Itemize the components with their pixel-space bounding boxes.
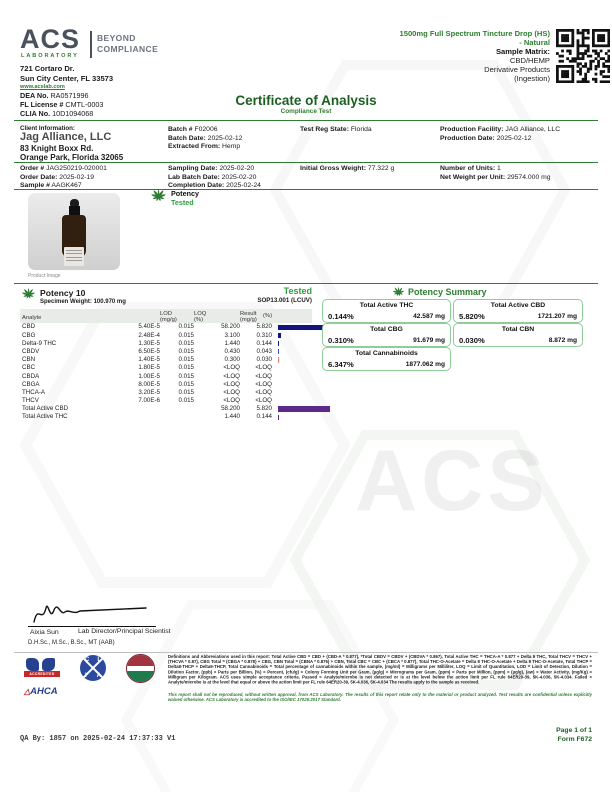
- lab-batch-date-label: Lab Batch Date:: [168, 173, 220, 181]
- potency-row: [20, 405, 312, 413]
- summary-box-mg: 1721.207 mg: [537, 312, 577, 320]
- net-weight-value: 29574.000 mg: [507, 173, 551, 181]
- qr-code: [556, 29, 610, 83]
- production-facility-label: Production Facility:: [440, 126, 504, 133]
- summary-box-cbg: [322, 323, 451, 347]
- batch-number-row: [168, 126, 218, 135]
- ahca-logo: [24, 686, 58, 697]
- signer-name: Aixia Sun: [30, 629, 59, 636]
- potency-cell-loq: 0.015: [178, 397, 194, 405]
- potency-bar-fill: [278, 406, 330, 411]
- potency-row: [20, 323, 312, 331]
- potency-row: [20, 364, 312, 372]
- potency-cell-analyte: CBG: [22, 331, 36, 339]
- completion-date-label: Completion Date:: [168, 182, 225, 190]
- potency-row: [20, 331, 312, 339]
- sample-matrix-line1: CBD/HEMP: [509, 56, 550, 65]
- potency-cell-result: 3.100: [224, 331, 240, 339]
- potency-cell-result: 0.300: [224, 356, 240, 364]
- potency-cell-result: 58.200: [221, 323, 240, 331]
- potency-row: [20, 389, 312, 397]
- production-date-value: 2025-02-12: [496, 134, 532, 142]
- potency-row: [20, 413, 312, 421]
- summary-box-mg: 1877.062 mg: [405, 360, 445, 368]
- potency-bar-fill: [278, 415, 279, 420]
- test-reg-state-value: Florida: [350, 126, 372, 133]
- potency-leaf-icon: [21, 287, 36, 302]
- accredited-ribbon: ACCREDITED: [24, 671, 60, 677]
- clia-letter: I: [85, 673, 87, 679]
- potency-cell-pct: <LOQ: [255, 397, 272, 405]
- potency-cell-pct: <LOQ: [255, 380, 272, 388]
- initial-gross-weight-label: Initial Gross Weight:: [300, 165, 366, 172]
- number-of-units-value: 1: [497, 165, 501, 172]
- potency-bar: [278, 405, 330, 413]
- sampling-date-label: Sampling Date:: [168, 165, 218, 172]
- potency-bar-fill: [278, 333, 281, 338]
- potency-cell-pct: 0.144: [256, 339, 272, 347]
- product-image: [28, 193, 120, 270]
- potency-cell-pct: 5.820: [256, 323, 272, 331]
- divider-potency: [14, 283, 598, 284]
- lab-batch-date-row: [168, 174, 256, 183]
- potency-cell-pct: <LOQ: [255, 388, 272, 396]
- potency-row: [20, 372, 312, 380]
- sampling-date-value: 2025-02-20: [219, 165, 255, 172]
- signature-line: [28, 626, 156, 627]
- potency-cell-analyte: CBDA: [22, 372, 40, 380]
- sample-matrix-line3: (Ingestion): [514, 74, 550, 83]
- signature-image: [28, 598, 158, 626]
- summary-box-percent: 0.144%: [328, 311, 354, 321]
- order-date-row: [20, 174, 94, 183]
- potency-bar: [278, 373, 330, 381]
- lab-address-line2: Sun City Center, FL 33573: [20, 74, 114, 83]
- disclaimer-text: This report shall not be reproduced, without written approval, from ACS Laboratory. The results of this report relate only to the material or product analyzed. Test results are confidential unless explicitly waived otherwise. ACS Laboratory is accredited to the ISO/IEC 17025:2017 Standard.: [168, 692, 592, 703]
- potency-cell-lod: 1.00E-5: [138, 372, 160, 380]
- potency-cell-analyte: Total Active THC: [22, 413, 68, 421]
- potency-cell-lod: 1.40E-5: [138, 356, 160, 364]
- a2la-accredited-logo: [24, 658, 60, 680]
- extracted-from-row: [168, 143, 240, 152]
- potency-badge-status: Tested: [171, 198, 194, 207]
- coa-subtitle: Compliance Test: [280, 108, 332, 115]
- client-section-label: Client Information:: [20, 125, 75, 132]
- batch-date-row: [168, 135, 242, 144]
- potency-cell-pct: <LOQ: [255, 372, 272, 380]
- bottle-body: [62, 215, 86, 257]
- potency-bar-fill: [278, 357, 279, 362]
- completion-date-value: 2025-02-24: [226, 182, 261, 190]
- specimen-weight-value: 100.970 mg: [93, 299, 126, 305]
- potency-cell-pct: 0.144: [256, 413, 272, 421]
- potency-bar-fill: [278, 349, 279, 354]
- potency-cell-pct: 0.030: [256, 356, 272, 364]
- sample-matrix-label: Sample Matrix:: [495, 47, 550, 56]
- divider-footer: [14, 652, 598, 653]
- summary-box-cbd: [453, 299, 583, 323]
- potency-row: [20, 397, 312, 405]
- net-weight-row: [440, 174, 551, 183]
- potency-cell-lod: 1.30E-5: [138, 339, 160, 347]
- divider-client-2: [14, 189, 598, 190]
- column-header-result: Result (mg/g): [240, 310, 257, 323]
- order-number-label: Order #: [20, 165, 45, 172]
- potency-cell-loq: 0.015: [178, 388, 194, 396]
- potency-cell-result: 1.440: [224, 339, 240, 347]
- batch-date-value: 2025-02-12: [207, 134, 243, 142]
- a2la-glyph-icon: [26, 658, 39, 671]
- clia-label: CLIA No.: [20, 109, 51, 118]
- clia-letter: C: [85, 657, 90, 663]
- potency-badge: [150, 188, 240, 212]
- summary-box-cbn: [453, 323, 583, 347]
- bottle: [62, 199, 86, 264]
- summary-box-mg: 42.587 mg: [413, 312, 445, 320]
- summary-box-label: Total Active CBD: [490, 301, 546, 309]
- production-facility-value: JAG Alliance, LLC: [505, 126, 561, 133]
- summary-box-percent: 0.310%: [328, 335, 354, 345]
- client-address-2: Orange Park, Florida 32065: [20, 153, 124, 162]
- potency-cell-loq: 0.015: [178, 356, 194, 364]
- ahca-mark-icon: △: [24, 687, 31, 696]
- potency-cell-result: <LOQ: [223, 380, 240, 388]
- bottle-dropper-bulb: [70, 199, 79, 206]
- lab-batch-date-value: 2025-02-20: [221, 173, 257, 181]
- cannabis-leaf-icon: [150, 188, 167, 205]
- extracted-from-value: Hemp: [222, 143, 241, 151]
- potency-sop: SOP13.001 (LCUV): [257, 297, 312, 304]
- summary-box-label: Total Active THC: [359, 301, 414, 309]
- potency-cell-pct: 0.310: [256, 331, 272, 339]
- product-title-line1: 1500mg Full Spectrum Tincture Drop (HS): [399, 29, 550, 38]
- column-header-pct: (%): [262, 313, 272, 319]
- potency-row: [20, 348, 312, 356]
- potency-table-rows: [20, 323, 312, 421]
- production-date-label: Production Date:: [440, 134, 495, 142]
- potency-cell-loq: 0.015: [178, 331, 194, 339]
- summary-box-label: Total CBG: [370, 325, 403, 333]
- potency-cell-result: <LOQ: [223, 397, 240, 405]
- potency-bar: [278, 413, 330, 421]
- potency-cell-result: <LOQ: [223, 372, 240, 380]
- summary-box-label: Total Cannabinoids: [355, 349, 418, 357]
- fl-license-label: FL License #: [20, 100, 64, 109]
- a2la-glyph-icon: [42, 658, 55, 671]
- potency-bar: [278, 389, 330, 397]
- potency-cell-lod: 5.40E-5: [138, 323, 160, 331]
- page-number: Page 1 of 1: [556, 727, 592, 734]
- ahca-text: AHCA: [30, 686, 58, 697]
- potency-cell-lod: 8.00E-5: [138, 380, 160, 388]
- specimen-weight-row: [40, 299, 126, 305]
- initial-gross-weight-row: [300, 165, 394, 174]
- production-facility-row: [440, 126, 560, 135]
- hemp-logo-band: [127, 666, 154, 671]
- product-title-line2: - Natural: [519, 38, 550, 47]
- potency-cell-result: 58.200: [221, 405, 240, 413]
- column-header-lod: LOD (mg/g): [160, 310, 177, 323]
- hemp-authority-logo: [126, 654, 155, 683]
- clia-value: 10D1094068: [52, 109, 94, 118]
- test-reg-state-label: Test Reg State:: [300, 126, 349, 133]
- potency-title: Potency 10: [40, 288, 86, 298]
- potency-cell-lod: 1.80E-5: [138, 364, 160, 372]
- order-number-value: JAG250219-020001: [46, 165, 107, 172]
- potency-cell-loq: 0.015: [178, 364, 194, 372]
- potency-bar: [278, 381, 330, 389]
- summary-box-thc: [322, 299, 451, 323]
- column-header-analyte: Analyte: [22, 315, 42, 321]
- definitions-text: Definitions and Abbreviations used in this report: Total Active CBD = CBD + (CBD-A * 0.877), *Total CBDV = CBDV + (CBDVA * 0.867), Total Active THC = THCA-A * 0.877 + Delta 9 THC, Total THCV = THCV + (THCVA * 0.87), CBG Total = (CBGA * 0.878) + CBG, CBN Total = (CBNA * 0.876) + CBN, Total CBC = CBC + (CBCA * 0.877), Total THC-O-Acetate = Delta 8 THC-O-Acetate + Delta 9 THC-O-Acetate, Total THCP = Delta8-THCP + Delta9-THCP, Total Cannabinoids = Total percentage of cannabinoids within the sample, (mg/ml) = Milligrams per Milliliter, LOQ = Limit of Quantitation, LOD = Limit of Detection, Dilution = Dilution Factor, (ppb) = Parts per Billion, (%) = Percent, (cfu/g) = Colony Forming Unit per Gram, (µg/g) = Micrograms per Gram, (ppm) = Parts per Million, (ppm) = (µg/g), (aw) = Water Activity, (mg/Kg) = Milligram per Kilogram. ACS uses simple acceptance criteria. Passed = Analyte/microbe is not detected or is at the level below the action limit per FL rule 64ER20-39, 5K-4.036, 5K-4.034. Failed = Analyte/microbe is at the level that equal or above the action limit per FL rule 64ER20-39, 5K-4.036, 5K-4.034 The results apply to the sample as received.: [168, 654, 592, 685]
- potency-cell-analyte: CBGA: [22, 380, 40, 388]
- sample-number-label: Sample #: [20, 182, 50, 190]
- order-date-label: Order Date:: [20, 173, 58, 181]
- fl-license-value: CMTL-0003: [65, 100, 104, 109]
- order-number-row: [20, 165, 107, 174]
- potency-cell-analyte: Total Active CBD: [22, 405, 69, 413]
- summary-title: Potency Summary: [408, 287, 487, 297]
- potency-badge-title: Potency: [171, 189, 199, 198]
- signer-credentials: D.H.Sc., M.Sc., B.Sc., MT (AAB): [28, 640, 115, 646]
- summary-box-mg: 8.872 mg: [548, 336, 577, 344]
- sample-number-row: [20, 182, 82, 191]
- clia-letter: L: [97, 657, 101, 663]
- qa-line: QA By: 1857 on 2025-02-24 17:37:33 V1: [20, 735, 176, 743]
- specimen-weight-label: Specimen Weight:: [40, 299, 92, 305]
- potency-cell-analyte: Delta-9 THC: [22, 339, 57, 347]
- potency-table: [20, 309, 312, 421]
- potency-bar-fill: [278, 341, 279, 346]
- summary-box-percent: 6.347%: [328, 359, 354, 369]
- potency-bar: [278, 397, 330, 405]
- client-address-1: 83 Knight Boxx Rd.: [20, 144, 94, 153]
- potency-row: [20, 380, 312, 388]
- potency-cell-analyte: CBN: [22, 356, 36, 364]
- logo-divider: [90, 31, 92, 58]
- potency-cell-loq: 0.015: [178, 380, 194, 388]
- client-name: Jag Alliance, LLC: [20, 131, 112, 143]
- potency-cell-lod: 6.50E-5: [138, 347, 160, 355]
- potency-cell-loq: 0.015: [178, 372, 194, 380]
- potency-cell-result: 1.440: [224, 413, 240, 421]
- lab-website-link[interactable]: www.acslab.com: [20, 84, 65, 90]
- clia-letter: A: [96, 673, 101, 679]
- dea-label: DEA No.: [20, 91, 49, 100]
- potency-cell-result: <LOQ: [223, 364, 240, 372]
- potency-cell-pct: 5.820: [256, 405, 272, 413]
- tagline-compliance: COMPLIANCE: [97, 44, 159, 54]
- initial-gross-weight-value: 77.322 g: [367, 165, 395, 172]
- potency-tested-status: Tested: [283, 286, 312, 296]
- summary-box-label: Total CBN: [501, 325, 535, 333]
- watermark-acs-text: ACS: [355, 433, 549, 529]
- form-number: Form F672: [557, 736, 592, 743]
- bottle-cap: [69, 206, 80, 215]
- potency-cell-result: <LOQ: [223, 388, 240, 396]
- sampling-date-row: [168, 165, 254, 174]
- divider-client-1: [14, 162, 598, 163]
- potency-cell-pct: <LOQ: [255, 364, 272, 372]
- summary-box-percent: 5.820%: [459, 311, 485, 321]
- acs-logo-laboratory: LABORATORY: [21, 53, 79, 59]
- bottle-label: [64, 247, 84, 266]
- lab-address-line1: 721 Cortaro Dr.: [20, 64, 75, 73]
- potency-cell-loq: 0.015: [178, 323, 194, 331]
- potency-cell-analyte: CBD: [22, 323, 36, 331]
- summary-box-cannabinoids: [322, 347, 451, 371]
- product-title-block: [280, 29, 550, 83]
- potency-cell-lod: 2.48E-4: [138, 331, 160, 339]
- tagline-beyond: BEYOND: [97, 33, 136, 43]
- batch-number-value: F02006: [194, 126, 218, 133]
- potency-cell-analyte: THCA-A: [22, 388, 46, 396]
- net-weight-label: Net Weight per Unit:: [440, 173, 506, 181]
- product-image-caption: Product Image: [28, 273, 61, 279]
- sample-matrix-line2: Derivative Products: [484, 65, 550, 74]
- potency-cell-lod: 7.00E-6: [138, 397, 160, 405]
- batch-number-label: Batch #: [168, 126, 193, 133]
- potency-table-header: [20, 309, 312, 323]
- number-of-units-row: [440, 165, 501, 174]
- potency-cell-analyte: THCV: [22, 397, 39, 405]
- potency-cell-analyte: CBDV: [22, 347, 40, 355]
- potency-row: [20, 356, 312, 364]
- signer-role: Lab Director/Principal Scientist: [78, 628, 171, 635]
- summary-leaf-icon: [392, 286, 405, 299]
- divider-header: [14, 120, 598, 121]
- column-header-loq: LOQ (%): [194, 310, 207, 323]
- extracted-from-label: Extracted From:: [168, 143, 221, 151]
- batch-date-label: Batch Date:: [168, 134, 206, 142]
- acs-logo-text: ACS: [20, 24, 81, 54]
- potency-cell-pct: 0.043: [256, 347, 272, 355]
- dea-value: RA0571996: [50, 91, 89, 100]
- clia-logo: [80, 655, 106, 681]
- potency-cell-loq: 0.015: [178, 339, 194, 347]
- number-of-units-label: Number of Units:: [440, 165, 496, 172]
- coa-title: Certificate of Analysis: [235, 93, 377, 108]
- production-date-row: [440, 135, 531, 144]
- potency-cell-analyte: CBC: [22, 364, 36, 372]
- potency-row: [20, 339, 312, 347]
- test-reg-state-row: [300, 126, 372, 135]
- potency-cell-result: 0.430: [224, 347, 240, 355]
- potency-cell-loq: 0.015: [178, 347, 194, 355]
- summary-box-mg: 91.679 mg: [413, 336, 445, 344]
- potency-cell-lod: 3.20E-5: [138, 388, 160, 396]
- summary-box-percent: 0.030%: [459, 335, 485, 345]
- sample-number-value: AAGK467: [51, 182, 82, 190]
- order-date-value: 2025-02-19: [59, 173, 95, 181]
